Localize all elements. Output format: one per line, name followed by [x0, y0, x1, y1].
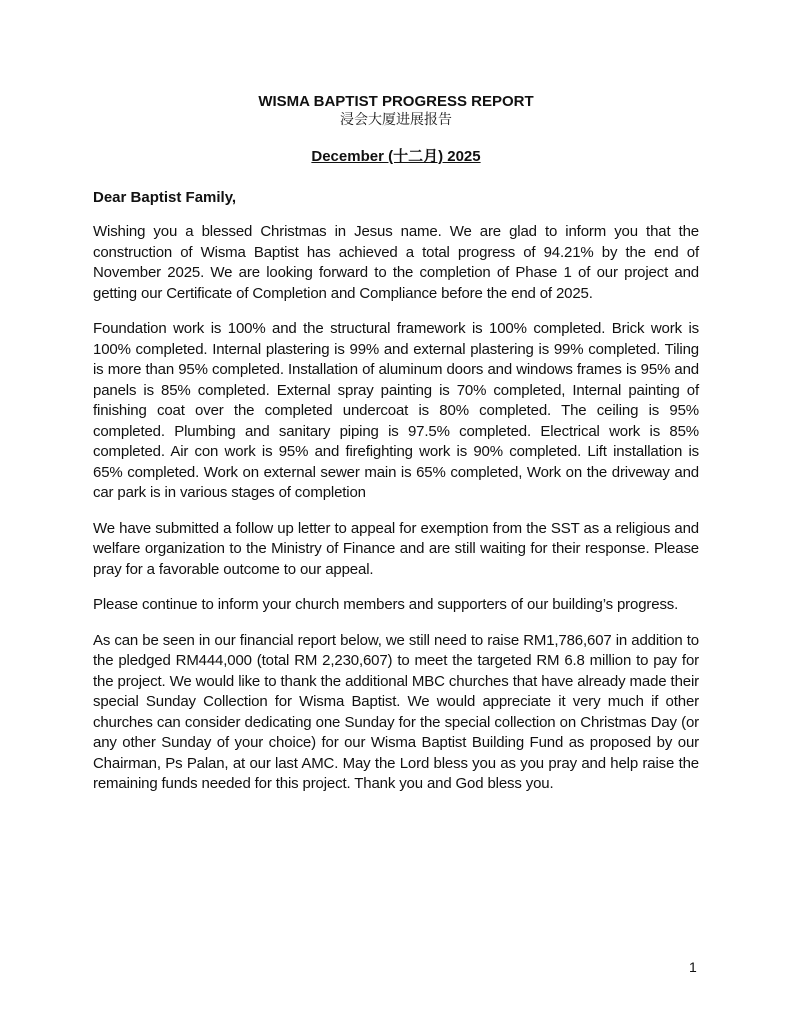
- document-page: [93, 92, 699, 795]
- paragraph-sst-appeal: We have submitted a follow up letter to appeal for exemption from the SST as a religious and welfare organization to the Ministry of Finance and are still waiting for their response. Please pray for a favorable outcome to our appeal.: [93, 519, 699, 578]
- report-title: WISMA BAPTIST PROGRESS REPORT: [258, 93, 534, 110]
- paragraph-financial-appeal: As can be seen in our financial report below, we still need to raise RM1,786,607 in addition to the pledged RM444,000 (total RM 2,230,607) to meet the targeted RM 6.8 million to pay for the project. We would like to thank the additional MBC churches that have already made their special Sunday Collection for Wisma Baptist. We would appreciate it very much if other churches can consider dedicating one Sunday for the special collection on Christmas Day (or any other Sunday of your choice) for our Wisma Baptist Building Fund as proposed by our Chairman, Ps Palan, at our last AMC. May the Lord bless you as you pray and help raise the remaining funds needed for this project. Thank you and God bless you.: [93, 631, 699, 792]
- paragraph-work-status: Foundation work is 100% and the structural framework is 100% completed. Brick work is 100% completed. Internal plastering is 99% and external plastering is 99% completed. Tiling is more than 95% completed. Installation of aluminum doors and windows frames is 95% and panels is 85% completed. External spray painting is 70% completed, Internal painting of finishing coat over the completed undercoat is 80% completed. The ceiling is 95% completed. Plumbing and sanitary piping is 97.5% completed. Electrical work is 85% completed. Air con work is 95% and firefighting work is 90% completed. Lift installation is 65% completed. Work on external sewer main is 65% completed, Work on the driveway and car park is in various stages of completion: [93, 320, 699, 501]
- report-subtitle-chinese: 浸会大厦进展报告: [340, 112, 452, 128]
- salutation: Dear Baptist Family,: [93, 189, 237, 206]
- date-heading-text: December (十二月) 2025: [311, 148, 481, 165]
- paragraph-greeting-progress: Wishing you a blessed Christmas in Jesus name. We are glad to inform you that the construction of Wisma Baptist has achieved a total progress of 94.21% by the end of November 2025. We are looking forward to the completion of Phase 1 of our project and getting our Certificate of Completion and Compliance before the end of 2025.: [93, 223, 699, 302]
- page-number: 1: [689, 959, 697, 975]
- paragraph-inform-members: Please continue to inform your church members and supporters of our building’s progress.: [93, 596, 679, 613]
- report-date-heading: [93, 147, 699, 166]
